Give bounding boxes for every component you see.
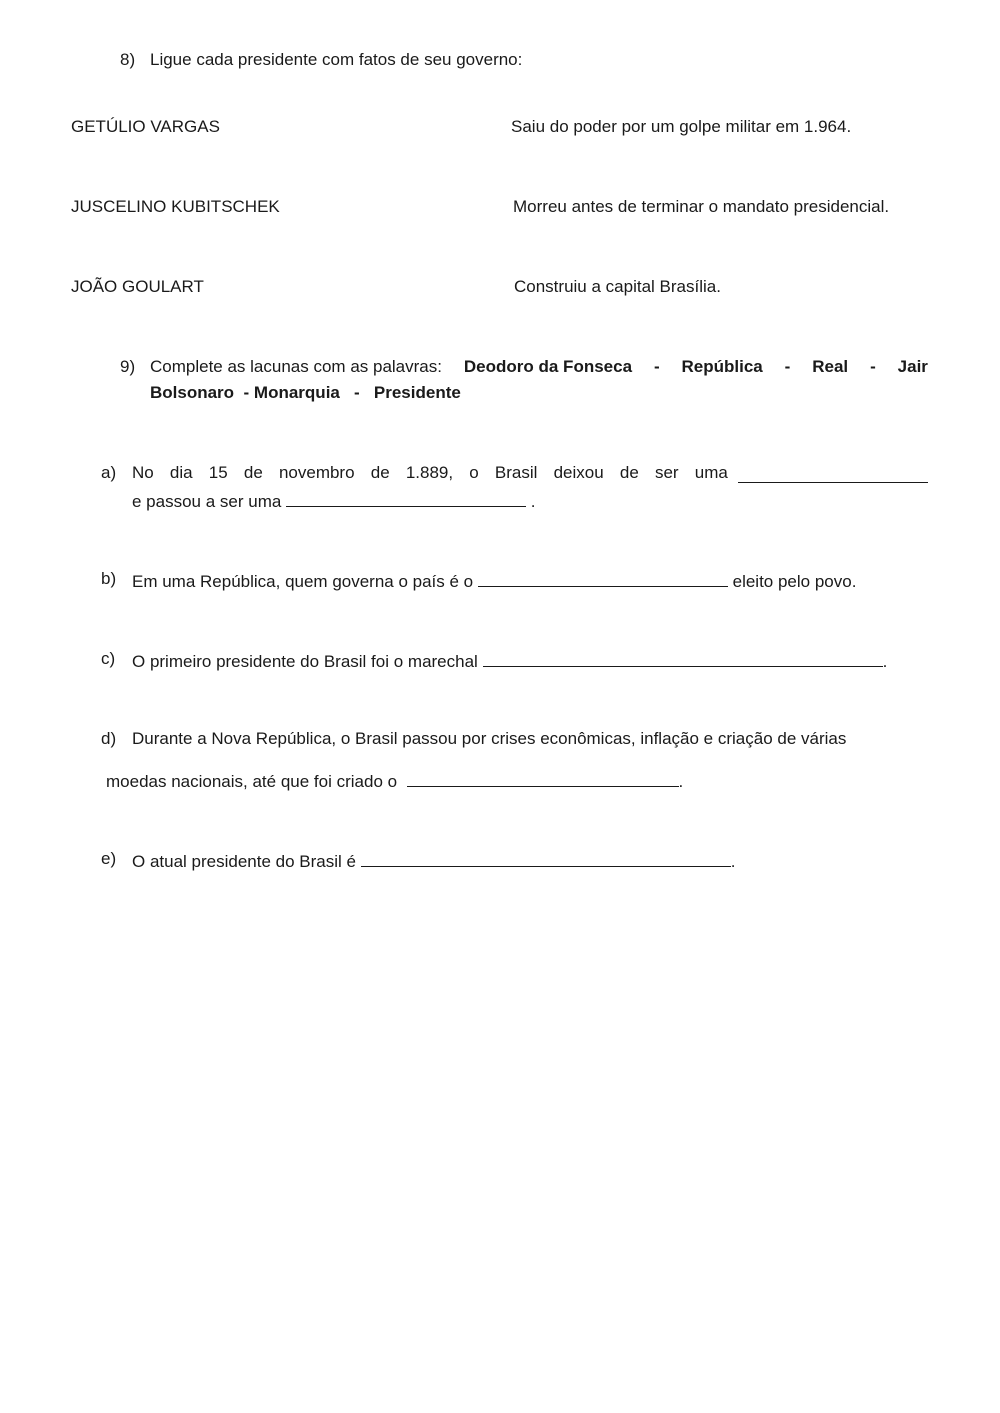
fact-construiu-brasilia[interactable]: Construiu a capital Brasília. [514,277,721,296]
question-9-prompt: Complete as lacunas com as palavras: [150,357,442,376]
item-b-text-before: Em uma República, quem governa o país é o [132,572,474,591]
item-a-blank-2[interactable] [286,490,526,507]
item-a-line-2-end: . [530,492,536,511]
item-e-blank[interactable] [361,850,731,867]
item-a-word: ser [654,463,679,482]
president-joao-goulart[interactable]: JOÃO GOULART [71,277,204,296]
item-d-blank[interactable] [407,770,679,787]
word-republica: República [681,357,763,376]
item-c-text-after: . [882,652,888,671]
word-monarquia: Monarquia [253,383,340,402]
item-d-line-2 [106,770,683,790]
item-a-line-2-text: e passou a ser uma [132,492,282,511]
question-9-number: 9) [120,357,136,376]
item-a-line-1 [132,464,728,481]
word-deodoro: Deodoro da Fonseca [463,357,633,376]
president-getulio-vargas[interactable]: GETÚLIO VARGAS [71,117,220,136]
item-a-word: deixou [553,463,604,482]
fact-morreu-mandato[interactable]: Morreu antes de terminar o mandato presidencial. [513,197,890,216]
item-d-line-1: Durante a Nova República, o Brasil passou por crises econômicas, inflação e criação de várias [132,729,847,748]
item-b-line [132,570,856,590]
item-b-blank[interactable] [478,570,728,587]
item-e-letter: e) [101,849,117,868]
item-a-word: 1.889, [405,463,454,482]
item-a-word: 15 [208,463,228,482]
word-bolsonaro: Bolsonaro [150,383,235,402]
item-c-blank[interactable] [483,650,883,667]
item-d-letter: d) [101,729,117,748]
item-e-line [132,850,735,870]
word-separator: - [243,383,250,402]
item-c-letter: c) [101,649,116,668]
item-a-word: de [243,463,263,482]
question-8-number: 8) [120,50,136,69]
item-b-letter: b) [101,569,117,588]
word-separator: - [870,357,876,376]
word-separator: - [653,357,660,376]
item-c-text-before: O primeiro presidente do Brasil foi o marechal [132,652,478,671]
item-a-word: dia [169,463,193,482]
item-a-line-2 [132,490,536,510]
word-presidente: Presidente [373,383,461,402]
item-c-line [132,650,887,670]
item-a-word: de [370,463,390,482]
question-9-line-2 [150,384,461,401]
word-separator: - [354,383,360,402]
item-d-text-after: . [678,772,684,791]
president-juscelino-kubitschek[interactable]: JUSCELINO KUBITSCHEK [71,197,280,216]
word-jair: Jair [897,357,928,376]
item-a-word: uma [694,463,728,482]
item-e-text-before: O atual presidente do Brasil é [132,852,356,871]
item-b-text-after: eleito pelo povo. [732,572,857,591]
word-real: Real [812,357,849,376]
item-d-text-before: moedas nacionais, até que foi criado o [106,772,398,791]
question-8-prompt: Ligue cada presidente com fatos de seu governo: [150,50,523,69]
question-9-line-1 [150,358,928,375]
item-a-word: Brasil [494,463,538,482]
item-a-word: de [619,463,639,482]
item-e-text-after: . [730,852,736,871]
item-a-word: No [132,463,154,482]
item-a-letter: a) [101,463,117,482]
item-a-word: o [469,463,479,482]
word-separator: - [784,357,791,376]
item-a-word: novembro [278,463,355,482]
item-a-blank-1[interactable] [738,466,928,483]
fact-golpe-militar[interactable]: Saiu do poder por um golpe militar em 1.964. [511,117,852,136]
